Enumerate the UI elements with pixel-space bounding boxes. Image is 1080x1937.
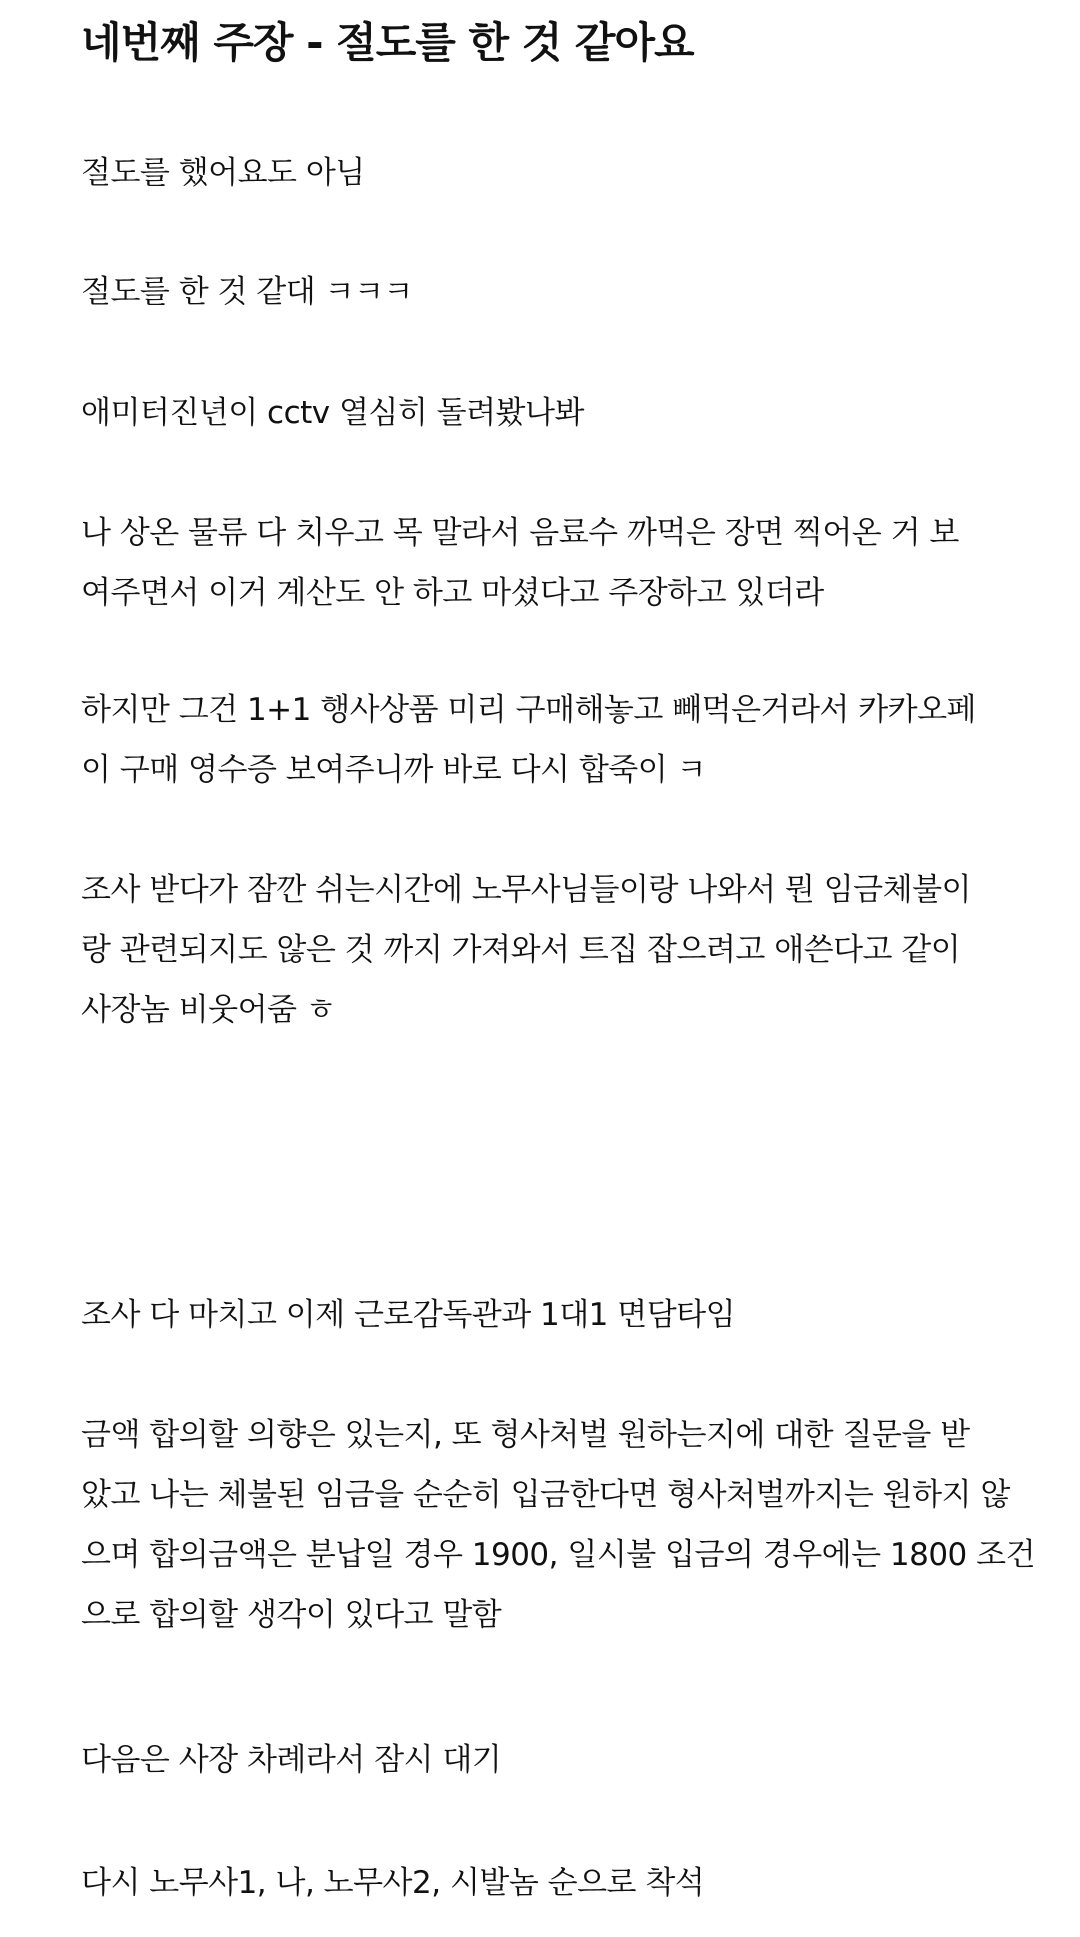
paragraph-8 <box>81 1405 1035 1645</box>
text-line: 하지만 그건 1+1 행사상품 미리 구매해놓고 빼먹은거라서 카카오페 <box>81 692 976 728</box>
paragraph-6 <box>81 860 971 1040</box>
text-line: 으로 합의할 생각이 있다고 말함 <box>81 1597 502 1633</box>
text-line: 여주면서 이거 계산도 안 하고 마셨다고 주장하고 있더라 <box>81 575 824 611</box>
text-line: 조사 다 마치고 이제 근로감독관과 1대1 면담타임 <box>81 1297 736 1333</box>
paragraph-9 <box>81 1730 501 1790</box>
text-line: 조사 받다가 잠깐 쉬는시간에 노무사님들이랑 나와서 뭔 임금체불이 <box>81 872 971 908</box>
paragraph-7 <box>81 1285 735 1345</box>
text-line: 절도를 한 것 같대 ㅋㅋㅋ <box>81 274 413 310</box>
paragraph-2 <box>81 262 413 322</box>
text-line: 랑 관련되지도 않은 것 까지 가져와서 트집 잡으려고 애쓴다고 같이 <box>81 932 961 968</box>
text-line: 나 상온 물류 다 치우고 목 말라서 음료수 까먹은 장면 찍어온 거 보 <box>81 515 959 551</box>
paragraph-5 <box>81 680 976 800</box>
text-line: 았고 나는 체불된 임금을 순순히 입금한다면 형사처벌까지는 원하지 않 <box>81 1477 1010 1513</box>
text-line: 사장놈 비웃어줌 ㅎ <box>81 992 336 1028</box>
text-line: 애미터진년이 cctv 열심히 돌려봤나봐 <box>81 395 584 431</box>
paragraph-10 <box>81 1853 704 1913</box>
text-line: 다시 노무사1, 나, 노무사2, 시발놈 순으로 착석 <box>81 1865 705 1901</box>
paragraph-4 <box>81 503 959 623</box>
text-line: 다음은 사장 차례라서 잠시 대기 <box>81 1742 502 1778</box>
text-line: 이 구매 영수증 보여주니까 바로 다시 합죽이 ㅋ <box>81 752 706 788</box>
post-title: 네번째 주장 - 절도를 한 것 같아요 <box>81 18 694 67</box>
text-line: 금액 합의할 의향은 있는지, 또 형사처벌 원하는지에 대한 질문을 받 <box>81 1417 970 1453</box>
text-line: 으며 합의금액은 분납일 경우 1900, 일시불 입금의 경우에는 1800 조건 <box>81 1537 1036 1573</box>
paragraph-3 <box>81 383 584 443</box>
paragraph-1 <box>81 143 365 203</box>
text-line: 절도를 했어요도 아님 <box>81 155 365 191</box>
